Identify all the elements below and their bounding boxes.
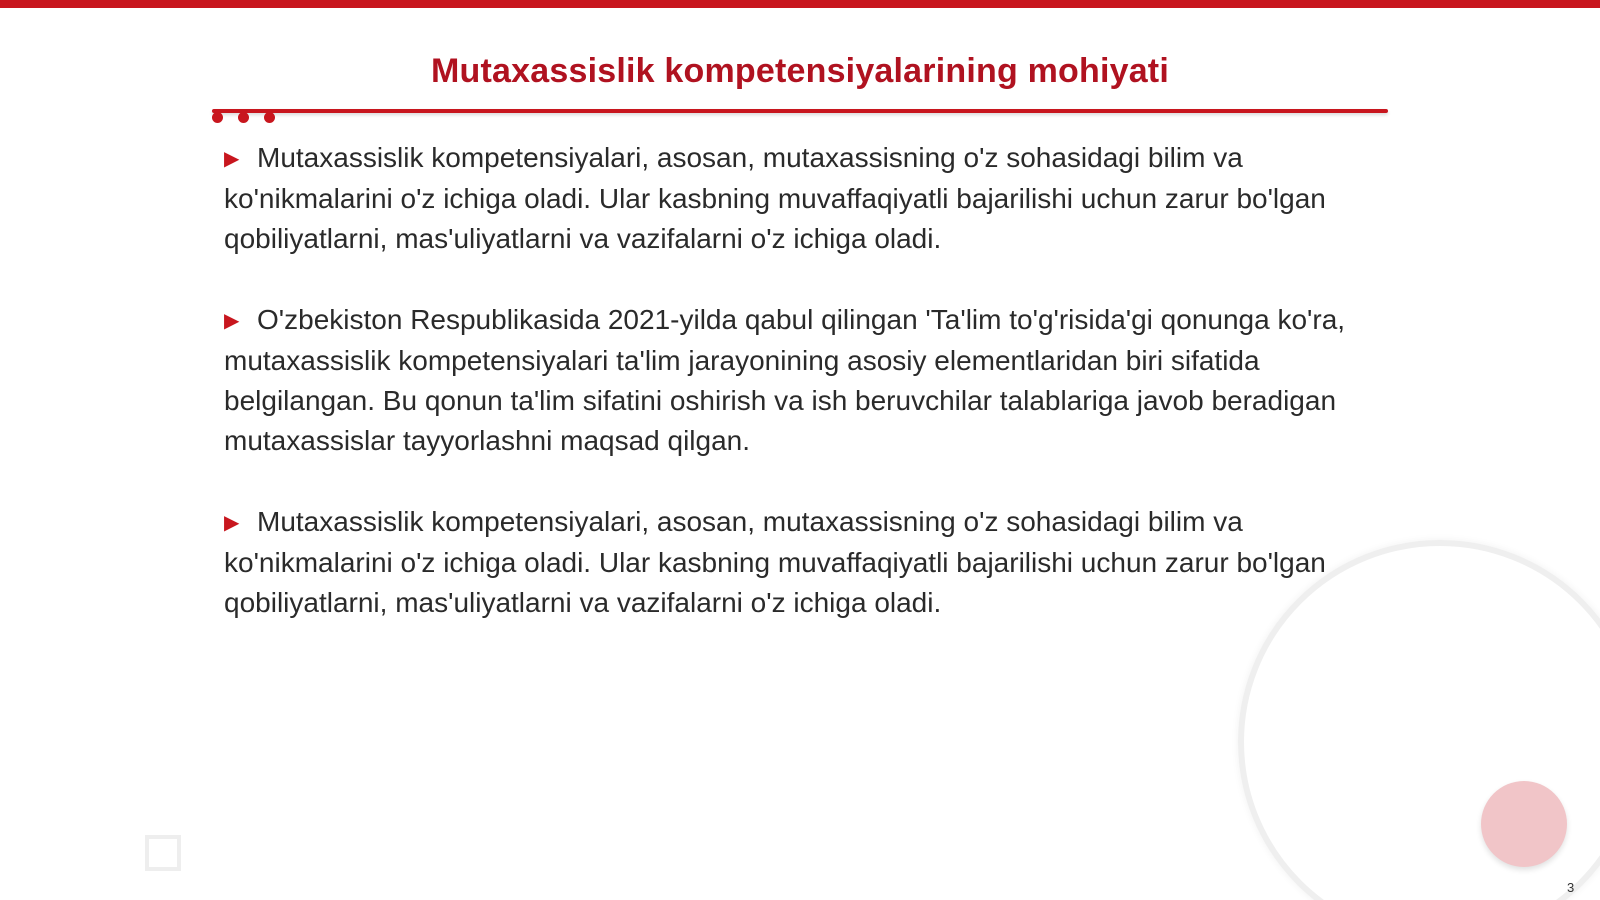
title-underline (212, 109, 1388, 113)
bullet-arrow-icon: ▶ (224, 148, 240, 170)
decor-dot (264, 112, 275, 123)
decor-dot (212, 112, 223, 123)
decor-dot (238, 112, 249, 123)
bullet-paragraph-1 (224, 138, 1374, 259)
decor-square (145, 835, 181, 871)
decor-pink-circle (1481, 781, 1567, 867)
slide-title: Mutaxassislik kompetensiyalarining mohiyati (431, 52, 1169, 90)
paragraph-text: Mutaxassislik kompetensiyalari, asosan, mutaxassisning o'z sohasidagi bilim va ko'nikmalarini o'z ichiga oladi. Ular kasbning muvaffaqiyatli bajarilishi uchun zarur bo'lgan qobiliyatlarni, mas'uliyatlarni va vazifalarni o'z ichiga oladi. (224, 142, 1326, 254)
bullet-arrow-icon: ▶ (224, 310, 240, 332)
bullet-arrow-icon: ▶ (224, 512, 240, 534)
paragraph-text: Mutaxassislik kompetensiyalari, asosan, mutaxassisning o'z sohasidagi bilim va ko'nikmalarini o'z ichiga oladi. Ular kasbning muvaffaqiyatli bajarilishi uchun zarur bo'lgan qobiliyatlarni, mas'uliyatlarni va vazifalarni o'z ichiga oladi. (224, 506, 1326, 618)
slide-body (224, 138, 1374, 664)
top-accent-bar (0, 0, 1600, 8)
bullet-paragraph-3 (224, 502, 1374, 623)
page-number: 3 (1567, 880, 1575, 895)
paragraph-text: O'zbekiston Respublikasida 2021-yilda qabul qilingan 'Ta'lim to'g'risida'gi qonunga ko'ra, mutaxassislik kompetensiyalari ta'lim jarayonining asosiy elementlaridan biri sifatida belgilangan. Bu qonun ta'lim sifatini oshirish va ish beruvchilar talablariga javob beradigan mutaxassislar tayyorlashni maqsad qilgan. (224, 304, 1346, 456)
bullet-paragraph-2 (224, 300, 1374, 461)
